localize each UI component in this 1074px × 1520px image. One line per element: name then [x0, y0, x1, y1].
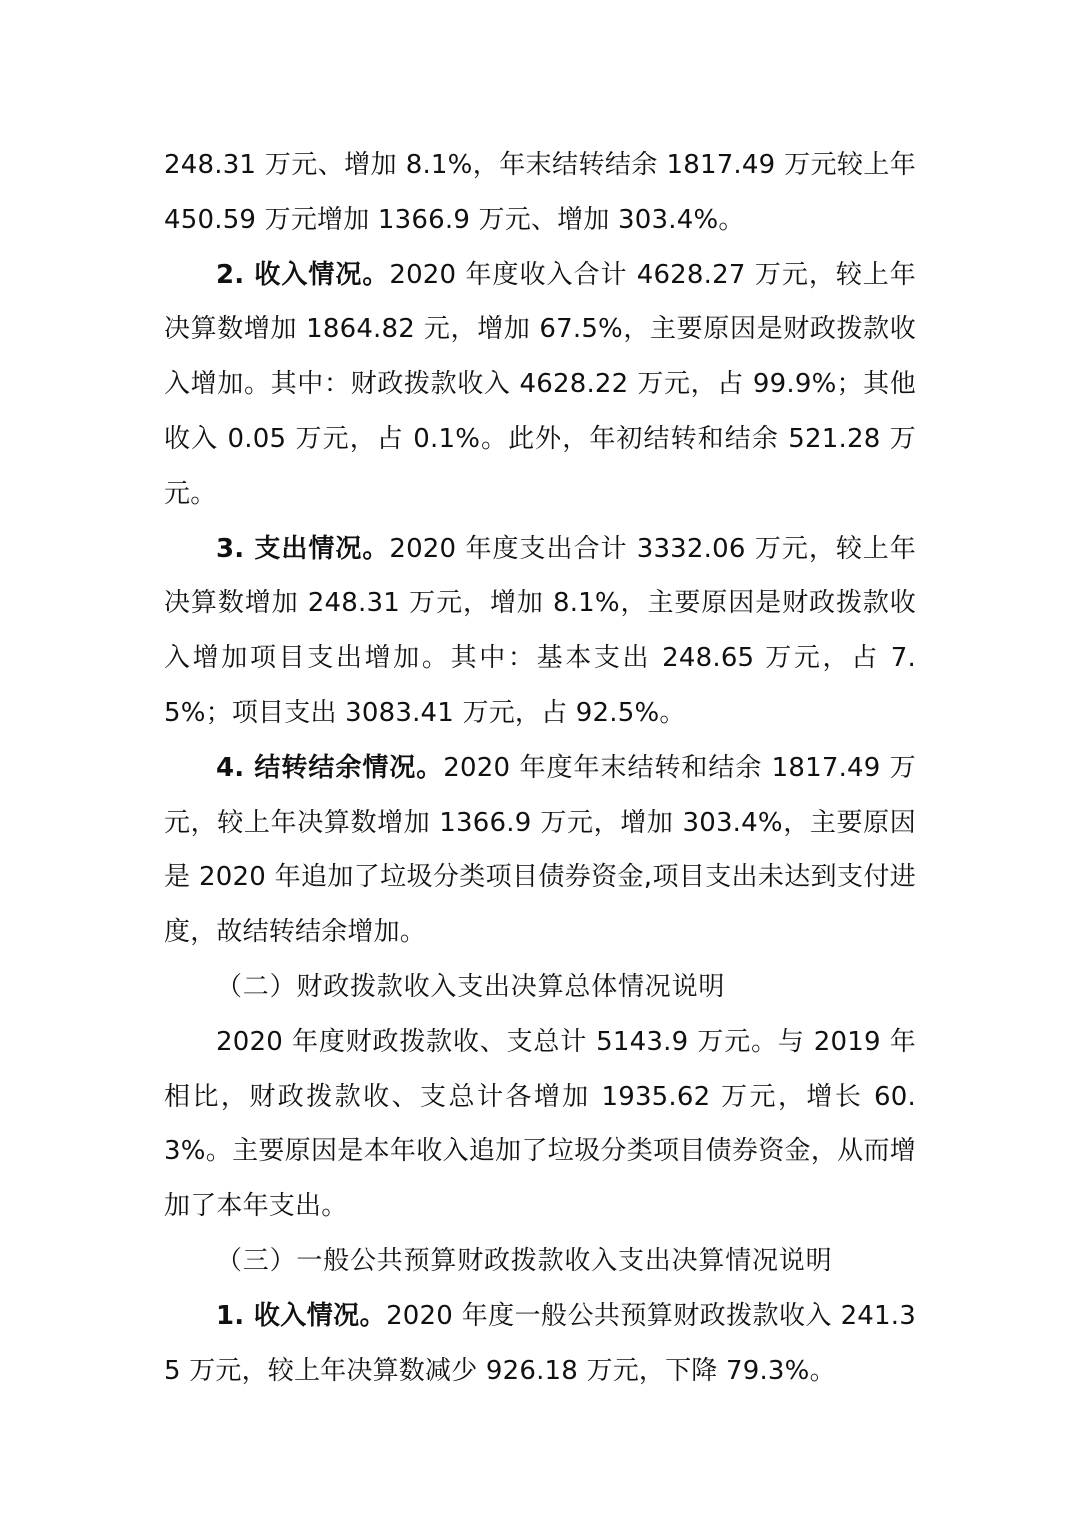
expense-text: 2020 年度支出合计 3332.06 万元，较上年决算数增加 248.31 万元，增加 8.1%，主要原因是财政拨款收入增加项目支出增加。其中：基本支出 248.65 万元，占 7.5%；项目支出 3083.41 万元，占 92.5%。	[164, 533, 916, 728]
general-income-text: 2020 年度一般公共预算财政拨款收入 241.35 万元，较上年决算数减少 926.18 万元，下降 79.3%。	[164, 1300, 916, 1386]
expense-heading: 3. 支出情况。	[216, 533, 390, 564]
continued-text: 248.31 万元、增加 8.1%，年末结转结余 1817.49 万元较上年 450.59 万元增加 1366.9 万元、增加 303.4%。	[164, 150, 916, 235]
income-paragraph	[164, 248, 916, 522]
general-income-paragraph	[164, 1289, 916, 1399]
section-3-title-row	[164, 1234, 916, 1289]
income-heading: 2. 收入情况。	[216, 259, 390, 290]
continued-paragraph	[164, 138, 916, 248]
balance-heading: 4. 结转结余情况。	[216, 752, 444, 783]
section-2-text: 2020 年度财政拨款收、支总计 5143.9 万元。与 2019 年相比，财政拨款收、支总计各增加 1935.62 万元，增长 60.3%。主要原因是本年收入追加了垃圾分类项目债券资金，从而增加了本年支出。	[164, 1026, 916, 1222]
section-2-paragraph	[164, 1015, 916, 1234]
balance-text: 2020 年度年末结转和结余 1817.49 万元，较上年决算数增加 1366.9 万元，增加 303.4%，主要原因是 2020 年追加了垃圾分类项目债券资金,项目支出未达到支付进度，故结转结余增加。	[164, 752, 916, 948]
section-3-title: （三）一般公共预算财政拨款收入支出决算情况说明	[216, 1245, 833, 1276]
section-2-title-row	[164, 960, 916, 1015]
income-text: 2020 年度收入合计 4628.27 万元，较上年决算数增加 1864.82 元，增加 67.5%，主要原因是财政拨款收入增加。其中：财政拨款收入 4628.22 万元，占 99.9%；其他收入 0.05 万元，占 0.1%。此外，年初结转和结余 521.28 万元。	[164, 259, 916, 509]
general-income-heading: 1. 收入情况。	[216, 1300, 387, 1331]
section-2-title: （二）财政拨款收入支出决算总体情况说明	[216, 971, 726, 1002]
expense-paragraph	[164, 522, 916, 741]
document-body	[164, 138, 916, 1398]
balance-paragraph	[164, 741, 916, 960]
